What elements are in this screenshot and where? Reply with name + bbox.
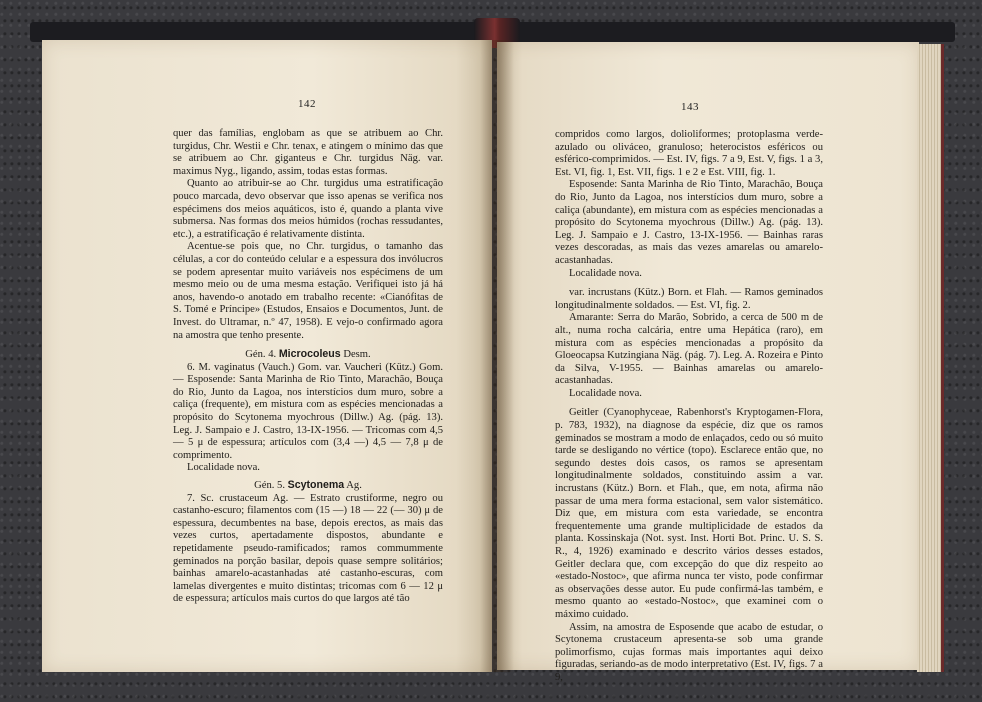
body-paragraph: 7. Sc. crustaceum Ag. — Estrato crustiforme, negro ou castanho-escuro; filamentos com (15 —) 18 — 22 (— 30) μ de espessura, decumbentes na base, depois erectos, as mais das vezes curtos, apertadamente dispostos, abundante e repetidamente pseudo-ramificados; ramos commummente geminados na porção basilar, depois quase sempre solitários; bainhas amarelo-acastanhadas até castanho-escuras, com lamelas divergentes e muito distintas; tricomas com 6 — 12 μ de espessura; artículos mais curtos do que largos até tão xyxy=(173,492,443,605)
right-page-number: 143 xyxy=(681,101,699,113)
paragraph-gap xyxy=(555,400,823,407)
genus-heading-author: Desm. xyxy=(343,349,371,361)
body-paragraph: var. incrustans (Kütz.) Born. et Flah. — Ramos geminados longitudinalmente soldados. — Est. VI, fig. 2. xyxy=(555,287,823,311)
left-text-column xyxy=(173,128,443,606)
body-paragraph: Localidade nova. xyxy=(569,387,642,399)
page-edges xyxy=(917,44,944,672)
genus-heading-prefix: Gén. 5. xyxy=(254,480,286,492)
paragraph-gap xyxy=(555,280,823,287)
genus-heading-name: Scytonema xyxy=(287,479,345,492)
body-paragraph: Localidade nova. xyxy=(187,462,260,474)
body-paragraph: Amarante: Serra do Marão, Sobrido, a cerca de 500 m de alt., numa rocha calcária, entre uma Hepática (raro), em mistura com as espécies mencionadas a propósito da Gloeocapsa Kutzingiana Näg. (pág. 7). Leg. A. Rozeira e Pinto da Silva, V-1955. — Bainhas amarelas ou amarelo-acastanhadas. xyxy=(555,312,823,387)
genus-heading-author: Ag. xyxy=(346,480,362,492)
body-paragraph: compridos como largos, dolioliformes; protoplasma verde-azulado ou oliváceo, granuloso; heterocistos esféricos ou esférico-comprimidos. — Est. IV, figs. 7 a 9, Est. V, figs. 1 a 3, Est. VI, fig. 1, Est. VII, figs. 1 e 2 e Est. VIII, fig. 1. xyxy=(555,129,823,178)
body-paragraph: Localidade nova. xyxy=(569,267,642,279)
body-paragraph: Esposende: Santa Marinha de Rio Tinto, Marachão, Bouça do Rio, Junto da Lagoa, nos interstícios dum muro, sobre a caliça (abundante), em mistura com as espécies mencionadas a propósito do Scytonema myochrous (Dillw.) Ag. (pág. 13). Leg. J. Sampaio e J. Castro, 13-IX-1956. — Bainhas raras vezes descoradas, as mais das vezes amarelas ou amarelo-acastanhadas. xyxy=(555,179,823,266)
right-text-column xyxy=(555,129,823,685)
body-paragraph: Quanto ao atribuir-se ao Chr. turgidus uma estratificação pouco marcada, devo observar que isso apenas se verifica nos espécimens dos meios aquáticos, isto é, quando a planta vive submersa. Nas formas dos meios húmidos (rochas ressudantes, etc.), a estratificação é relativamente distinta. xyxy=(173,178,443,240)
genus-heading-prefix: Gén. 4. xyxy=(245,349,277,361)
body-paragraph: Acentue-se pois que, no Chr. turgidus, o tamanho das células, a cor do conteúdo celular e a espessura dos invólucros se podem apresentar muito variáveis nos espécimens de um mesmo meio ou de uma mesma estação. Verifiquei isto já há anos, havendo-o anotado em trabalho recente: «Cianófitas de S. Tomé e Príncipe» (Estudos, Ensaios e Documentos, Junt. de Invest. do Ultramar, n.º 47, 1958). E vejo-o confirmado agora na amostra que tenho presente. xyxy=(173,241,443,341)
body-paragraph: quer das famílias, englobam as que se atribuem ao Chr. turgidus, Chr. Westii e Chr. tenax, e atingem o mínimo das que se atribuem ao Chr. giganteus e Chr. turgidus Näg. var. maximus Nyg., ligando, assim, todas estas formas. xyxy=(173,128,443,177)
genus-heading xyxy=(173,348,443,362)
left-page-number: 142 xyxy=(298,98,316,110)
gutter-shadow xyxy=(480,40,514,672)
genus-heading xyxy=(173,479,443,493)
body-paragraph: Assim, na amostra de Esposende que acabo de estudar, o Scytonema crustaceum apresenta-se sob uma grande polimorfismo, cujas formas mais importantes aqui deixo figuradas, seriando-as de modo interpretativo (Est. IV, figs. 7 a 9, xyxy=(555,621,823,683)
body-paragraph: 6. M. vaginatus (Vauch.) Gom. var. Vaucheri (Kütz.) Gom. — Esposende: Santa Marinha de Rio Tinto, Marachão, Bouça do Rio, Junto da Lagoa, nos interstícios dum muro, sobre a caliça (frequente), em mistura com as espécies mencionadas a propósito do Scytonema myochrous (Dillw.) Ag. (pág. 13). Leg. J. Sampaio e J. Castro, 13-IX-1956. — Tricomas com 4,5 — 5 μ de espessura; artículos com (3,4 —) 4,5 — 7,8 μ de comprimento. xyxy=(173,361,443,461)
genus-heading-name: Microcoleus xyxy=(278,348,341,361)
body-paragraph: Geitler (Cyanophyceae, Rabenhorst's Kryptogamen-Flora, p. 783, 1932), na diagnose da espécie, diz que os ramos geminados se mostram a modo de enlaçados, cedo ou só muito tarde se desligando no vértice (topo). Esclarece então que, no segundo destes dois casos, os ramos se apresentam longitudinalmente soldados, constituindo assim a var. incrustans (Kütz.) Born. et Flah., que, em nota, afirma não passar de uma mera forma estacional, sem valor sistemático. Diz que, em mistura com esta variedade, se encontra frequentemente uma grande multiplicidade de estados da planta. Kossinskaja (Not. syst. Inst. Horti Bot. Princ. U. S. S. R., 4, 1926) examinado e descrito vários desses estados, Geitler declara que, com excepção do que diz respeito ao «estado-Nostoc», que afirma nunca ter visto, pode confirmar as observações desse autor. Eu pude confirmá-las também, e mesmo quanto ao «estado-Nostoc», que examinei com o máximo cuidado. xyxy=(555,407,823,620)
